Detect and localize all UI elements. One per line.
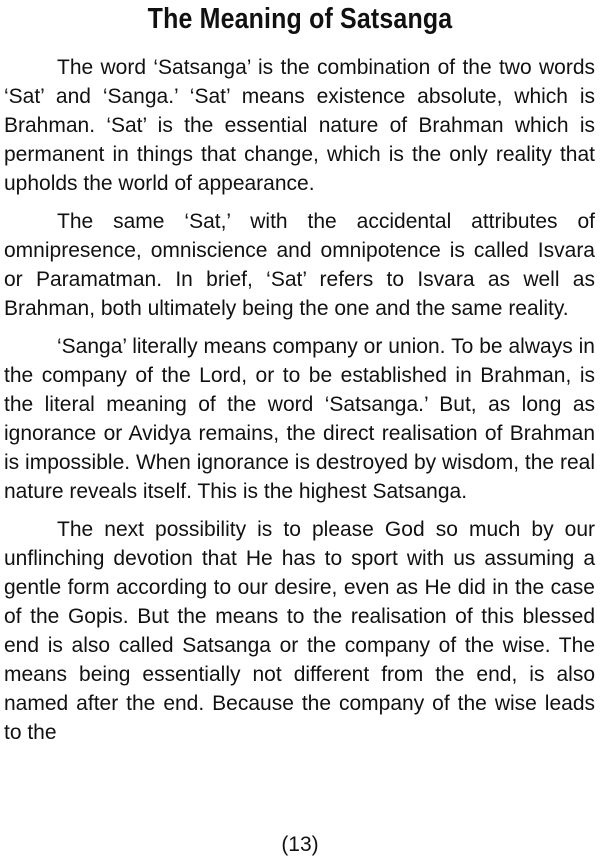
chapter-title: The Meaning of Satsanga — [147, 3, 453, 35]
chapter-body — [4, 53, 595, 756]
paragraph-4: The next possibility is to please God so much by our unflinching devotion that He has to sport with us assuming a gentle form according to our desire, even as He did in the case of the Gopis. But the means to the realisation of this blessed end is also called Satsanga or the company of the wise. The means being essentially not different from the end, is also named after the end. Because the company of the wise leads to the — [4, 518, 595, 744]
paragraph-3: ‘Sanga’ literally means company or union. To be always in the company of the Lord, or to be established in Brahman, is the literal meaning of the word ‘Satsanga.’ But, as long as ignorance or Avidya remains, the direct realisation of Brahman is impossible. When ignorance is destroyed by wisdom, the real nature reveals itself. This is the highest Satsanga. — [4, 335, 595, 503]
paragraph-2: The same ‘Sat,’ with the accidental attributes of omnipresence, omniscience and omnipotence is called Isvara or Paramatman. In brief, ‘Sat’ refers to Isvara as well as Brahman, both ultimately being the one and the same reality. — [4, 210, 595, 320]
page-number: (13) — [281, 833, 319, 856]
paragraph-1: The word ‘Satsanga’ is the combination of the two words ‘Sat’ and ‘Sanga.’ ‘Sat’ means existence absolute, which is Brahman. ‘Sat’ is the essential nature of Brahman which is permanent in things that change, which is the only reality that upholds the world of appearance. — [4, 56, 595, 195]
